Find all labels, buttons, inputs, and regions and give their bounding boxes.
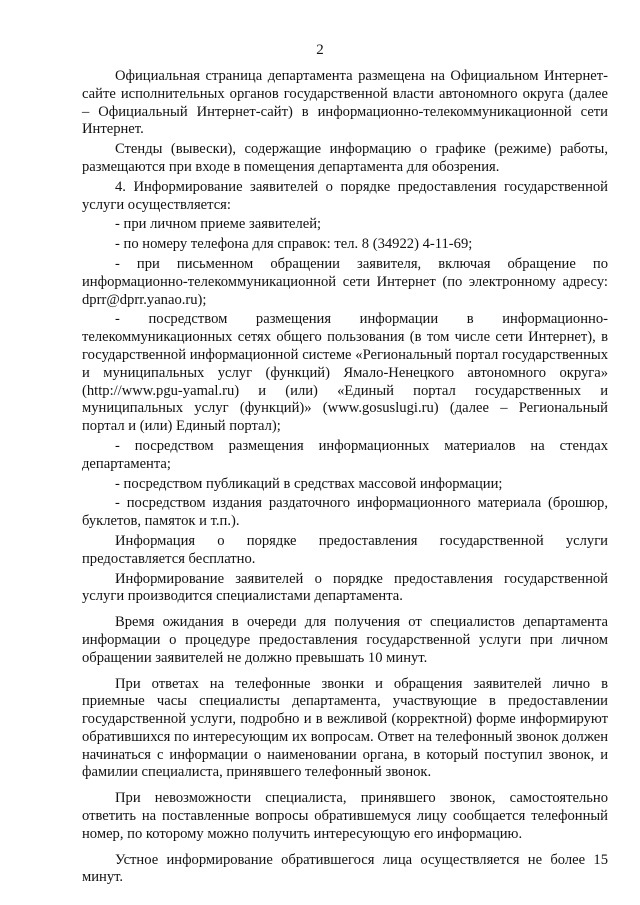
paragraph-official-page: Официальная страница департамента размещена на Официальном Интернет-сайте исполнительных органов государственной власти автономного округа (далее – Официальный Интернет-сайт) в информационно-телекоммуникационной сети Интернет. <box>82 68 608 138</box>
list-item-info-stands: - посредством размещения информационных материалов на стендах департамента; <box>82 437 608 472</box>
list-item-phone: - по номеру телефона для справок: тел. 8 (34922) 4-11-69; <box>115 236 473 253</box>
list-item-personal-reception: - при личном приеме заявителей; <box>115 216 322 233</box>
paragraph-waiting-time: Время ожидания в очереди для получения от специалистов департамента информации о процедуре предоставления государственной услуги при личном обращении заявителей не должно превышать 10 минут. <box>82 614 608 666</box>
paragraph-oral-duration: Устное информирование обратившегося лица осуществляется не более 15 минут. <box>82 851 608 886</box>
paragraph-specialists: Информирование заявителей о порядке предоставления государственной услуги производится специалистами департамента. <box>82 570 608 605</box>
document-body <box>82 68 608 889</box>
list-item-internet-portal: - посредством размещения информации в информационно-телекоммуникационных сетях общего пользования (в том числе сети Интернет), в государственной информационной системе «Региональный портал государственных и муниципальных услуг (функций) Ямало-Ненецкого автономного округа» (http://www.pgu-yamal.ru) и (или) «Единый портал государственных и муниципальных услуг (функций)» (www.gosuslugi.ru) (далее – Региональный портал и (или) Единый портал); <box>82 311 608 435</box>
page-number: 2 <box>316 42 324 58</box>
list-item-handouts: - посредством издания раздаточного информационного материала (брошюр, буклетов, памяток и т.п.). <box>82 495 608 530</box>
paragraph-redirect: При невозможности специалиста, принявшего звонок, самостоятельно ответить на поставленные вопросы обратившемуся лицу сообщается телефонный номер, по которому можно получить интересующую его информацию. <box>82 790 608 842</box>
paragraph-phone-calls: При ответах на телефонные звонки и обращения заявителей лично в приемные часы специалисты департамента, участвующие в предоставлении государственной услуги, подробно и в вежливой (корректной) форме информируют обратившихся по интересующим их вопросам. Ответ на телефонный звонок должен начинаться с информации о наименовании органа, в который поступил звонок, и фамилии специалиста, принявшего телефонный звонок. <box>82 675 608 781</box>
list-item-written-request: - при письменном обращении заявителя, включая обращение по информационно-телекоммуникационной сети Интернет (по электронному адресу: dprr@dprr.yanao.ru); <box>82 255 608 308</box>
paragraph-section-4-heading: 4. Информирование заявителей о порядке предоставления государственной услуги осуществляется: <box>82 178 608 213</box>
paragraph-free-of-charge: Информация о порядке предоставления государственной услуги предоставляется бесплатно. <box>82 532 608 567</box>
list-item-mass-media: - посредством публикаций в средствах массовой информации; <box>115 475 503 492</box>
paragraph-stands: Стенды (вывески), содержащие информацию о графике (режиме) работы, размещаются при входе в помещения департамента для обозрения. <box>82 141 608 175</box>
